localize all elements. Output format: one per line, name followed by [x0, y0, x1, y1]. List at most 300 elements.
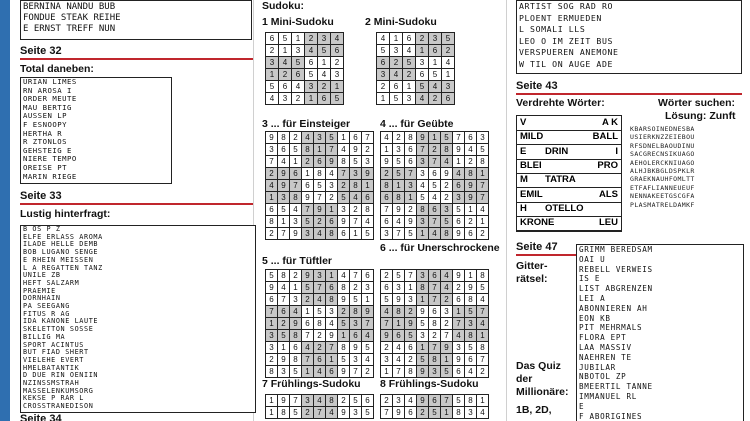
verdreht-row	[517, 145, 621, 160]
sudoku-cell: 2	[390, 57, 402, 68]
sudoku-cell: 8	[338, 342, 349, 353]
sudoku-cell: 6	[405, 342, 416, 353]
sudoku-cell: 6	[362, 270, 373, 281]
sudoku-cell: 1	[405, 192, 416, 203]
sudoku-title: 1 Mini-Sudoku	[262, 16, 334, 28]
sudoku-cell: 7	[429, 156, 440, 167]
sudoku-cell: 5	[405, 330, 416, 341]
sudoku-title: 7 Frühlings-Sudoku	[262, 378, 361, 390]
sudoku-cell: 8	[477, 342, 488, 353]
sudoku-cell: 7	[441, 330, 452, 341]
sudoku-cell: 7	[290, 395, 301, 406]
sudoku-cell: 8	[302, 144, 313, 155]
sudoku-cell: 6	[429, 168, 440, 179]
sudoku-grid-6	[380, 269, 489, 378]
sudoku-cell: 9	[453, 144, 464, 155]
sudoku-cell: 6	[326, 366, 337, 377]
sudoku-cell: 4	[362, 354, 373, 365]
crossword-line: PRAEMIE	[23, 286, 56, 295]
sudoku-cell: 5	[441, 366, 452, 377]
sudoku-cell: 4	[429, 81, 441, 92]
sudoku-cell: 4	[441, 282, 452, 293]
sudoku-cell: 9	[338, 366, 349, 377]
sudoku-cell: 2	[278, 318, 289, 329]
column-divider-2	[506, 0, 507, 421]
sudoku-cell: 9	[326, 330, 337, 341]
sudoku-cell: 5	[318, 45, 330, 56]
sudoku-cell: 7	[266, 306, 277, 317]
sudoku-cell: 2	[477, 366, 488, 377]
sudoku-cell: 1	[465, 270, 476, 281]
crossword-top-right	[516, 0, 742, 74]
sudoku-cell: 3	[453, 342, 464, 353]
sudoku-cell: 1	[290, 282, 301, 293]
verdreht-row	[517, 173, 621, 188]
sudoku-cell: 8	[278, 270, 289, 281]
sudoku-cell: 7	[314, 282, 325, 293]
sudoku-cell: 9	[453, 270, 464, 281]
section-rule	[516, 93, 742, 95]
sudoku-cell: 7	[362, 318, 373, 329]
sudoku-cell: 3	[350, 318, 361, 329]
sudoku-cell: 9	[278, 395, 289, 406]
crossword-line: KEKSE P RAR L	[23, 394, 84, 403]
sudoku-header: Sudoku:	[262, 0, 304, 12]
crossword-line: ILADE HELLE DEMB	[23, 240, 99, 249]
crossword-line: OREISE PT	[23, 162, 68, 172]
sudoku-cell: 2	[302, 407, 313, 418]
sudoku-cell: 3	[453, 192, 464, 203]
crossword-line: BMEERTIL TANNE	[579, 382, 653, 392]
crossword-line: BILLIG MA	[23, 332, 66, 341]
sudoku-cell: 9	[405, 216, 416, 227]
sudoku-cell: 8	[393, 306, 404, 317]
crossword-line: CROSSTRANEDISON	[23, 402, 94, 411]
sudoku-cell: 4	[390, 69, 402, 80]
sudoku-title: 5 ... für Tüftler	[262, 255, 333, 267]
crossword-line: FITUS R AG	[23, 309, 70, 318]
sudoku-cell: 8	[417, 204, 428, 215]
sudoku-cell: 7	[278, 228, 289, 239]
sudoku-cell: 7	[381, 407, 392, 418]
sudoku-cell: 2	[393, 132, 404, 143]
sudoku-cell: 5	[305, 69, 317, 80]
sudoku-cell: 1	[405, 282, 416, 293]
sudoku-title: 8 Frühlings-Sudoku	[380, 378, 479, 390]
sudoku-cell: 4	[477, 318, 488, 329]
crossword-line: PIT MEHRMALS	[579, 323, 643, 333]
puzzle-solutions-page	[10, 0, 750, 421]
crossword-line: NIERE TEMPO	[23, 154, 77, 164]
sudoku-cell: 2	[381, 168, 392, 179]
sudoku-cell: 7	[393, 366, 404, 377]
sudoku-cell: 1	[381, 366, 392, 377]
section-rule	[20, 58, 253, 60]
sudoku-cell: 7	[477, 180, 488, 191]
crossword-line: FLORA EPT	[579, 333, 627, 343]
sudoku-cell: 1	[302, 306, 313, 317]
sudoku-cell: 3	[429, 366, 440, 377]
sudoku-cell: 4	[441, 156, 452, 167]
sudoku-cell: 2	[381, 270, 392, 281]
sudoku-cell: 2	[362, 366, 373, 377]
sudoku-cell: 2	[465, 216, 476, 227]
sudoku-cell: 9	[393, 407, 404, 418]
crossword-line: IMMANUEL RL	[579, 391, 637, 401]
sudoku-cell: 3	[338, 204, 349, 215]
sudoku-cell: 5	[429, 407, 440, 418]
sudoku-cell: 6	[338, 228, 349, 239]
sudoku-cell: 8	[290, 354, 301, 365]
sudoku-cell: 3	[314, 270, 325, 281]
sudoku-grid-2	[376, 32, 455, 105]
sudoku-cell: 8	[429, 354, 440, 365]
sudoku-cell: 4	[403, 45, 415, 56]
sudoku-cell: 5	[279, 33, 291, 44]
crossword-line: URIAN LIMES	[23, 77, 77, 86]
sudoku-cell: 5	[429, 69, 441, 80]
sudoku-cell: 1	[381, 144, 392, 155]
sudoku-cell: 3	[417, 216, 428, 227]
sudoku-cell: 9	[453, 228, 464, 239]
sudoku-cell: 7	[290, 180, 301, 191]
sudoku-cell: 6	[429, 270, 440, 281]
sudoku-cell: 3	[266, 57, 278, 68]
sudoku-title: 3 ... für Einsteiger	[262, 118, 351, 130]
sudoku-cell: 8	[266, 366, 277, 377]
sudoku-cell: 2	[326, 192, 337, 203]
sudoku-cell: 5	[338, 192, 349, 203]
sudoku-cell: 8	[441, 144, 452, 155]
crossword-line: PA SEEGANG	[23, 302, 70, 311]
sudoku-cell: 1	[416, 45, 428, 56]
sudoku-cell: 4	[338, 270, 349, 281]
sudoku-cell: 2	[338, 395, 349, 406]
sudoku-cell: 2	[292, 93, 304, 104]
sudoku-cell: 8	[381, 180, 392, 191]
sudoku-cell: 5	[477, 282, 488, 293]
sudoku-cell: 7	[405, 168, 416, 179]
sudoku-cell: 3	[290, 294, 301, 305]
sudoku-cell: 5	[292, 57, 304, 68]
sudoku-cell: 5	[266, 81, 278, 92]
sudoku-cell: 3	[266, 342, 277, 353]
sudoku-cell: 8	[393, 192, 404, 203]
sudoku-cell: 2	[441, 294, 452, 305]
sudoku-cell: 5	[290, 144, 301, 155]
sudoku-cell: 2	[266, 45, 278, 56]
sudoku-cell: 8	[477, 156, 488, 167]
sudoku-cell: 6	[331, 45, 343, 56]
sudoku-cell: 9	[278, 180, 289, 191]
sudoku-cell: 2	[417, 407, 428, 418]
sudoku-grid-3	[265, 131, 374, 240]
sudoku-cell: 5	[417, 354, 428, 365]
sudoku-cell: 4	[318, 69, 330, 80]
sudoku-cell: 4	[465, 366, 476, 377]
sudoku-cell: 6	[429, 306, 440, 317]
sudoku-cell: 5	[362, 407, 373, 418]
crossword-line: L A REGATTEN TANZ	[23, 263, 103, 272]
section-title-43: Seite 43	[516, 80, 558, 92]
sudoku-cell: 6	[381, 216, 392, 227]
sudoku-cell: 4	[429, 228, 440, 239]
sudoku-cell: 2	[441, 318, 452, 329]
wordsearch-row: NENNAKEETGSCGFA	[630, 192, 695, 201]
sudoku-cell: 6	[266, 204, 277, 215]
sudoku-cell: 2	[405, 354, 416, 365]
sudoku-cell: 6	[405, 407, 416, 418]
sudoku-cell: 9	[417, 132, 428, 143]
sudoku-cell: 4	[405, 395, 416, 406]
sudoku-cell: 6	[314, 354, 325, 365]
sudoku-cell: 3	[279, 93, 291, 104]
crossword-line: E	[579, 401, 585, 411]
quiz-label: Das Quiz der Millionäre:	[516, 360, 569, 398]
sudoku-cell: 6	[442, 93, 454, 104]
section-rule	[516, 254, 576, 256]
crossword-line: MARIN RIEGE	[23, 171, 77, 181]
sudoku-cell: 1	[350, 228, 361, 239]
sudoku-cell: 2	[266, 354, 277, 365]
verdreht-left: MILD	[520, 131, 544, 143]
sudoku-cell: 7	[362, 132, 373, 143]
sudoku-cell: 9	[381, 330, 392, 341]
crossword-line: D DUE RIN OENIIN	[23, 371, 99, 380]
sudoku-cell: 9	[441, 168, 452, 179]
crossword-total-daneben	[20, 77, 172, 184]
sudoku-cell: 1	[266, 192, 277, 203]
sudoku-cell: 1	[453, 306, 464, 317]
sudoku-cell: 3	[331, 69, 343, 80]
sudoku-cell: 6	[381, 192, 392, 203]
sudoku-cell: 9	[393, 204, 404, 215]
sudoku-cell: 8	[465, 330, 476, 341]
sudoku-cell: 3	[302, 228, 313, 239]
section-rule	[20, 203, 253, 205]
sudoku-cell: 4	[477, 407, 488, 418]
sudoku-cell: 7	[326, 144, 337, 155]
sudoku-cell: 6	[350, 132, 361, 143]
sudoku-cell: 4	[393, 216, 404, 227]
sudoku-cell: 8	[338, 282, 349, 293]
sudoku-cell: 9	[266, 132, 277, 143]
wordsearch-grid	[630, 125, 695, 209]
sudoku-cell: 5	[403, 57, 415, 68]
sudoku-cell: 1	[266, 318, 277, 329]
sudoku-cell: 6	[465, 132, 476, 143]
sudoku-cell: 9	[326, 156, 337, 167]
sudoku-cell: 9	[338, 294, 349, 305]
crossword-line: ELFE ERLASS AROMA	[23, 232, 103, 241]
sudoku-cell: 4	[290, 306, 301, 317]
sudoku-cell: 2	[350, 204, 361, 215]
sudoku-cell: 6	[405, 156, 416, 167]
sudoku-cell: 5	[465, 342, 476, 353]
crossword-line: LIST ABGRENZEN	[579, 284, 653, 294]
solution-label: Lösung: Zunft	[665, 110, 736, 122]
sudoku-cell: 4	[326, 407, 337, 418]
sudoku-cell: 7	[350, 366, 361, 377]
sudoku-cell: 6	[314, 156, 325, 167]
crossword-line: BERNINA NANDU BUB	[23, 2, 116, 12]
sudoku-cell: 7	[350, 270, 361, 281]
sudoku-cell: 1	[441, 407, 452, 418]
sudoku-cell: 1	[278, 342, 289, 353]
verdreht-row	[517, 188, 621, 203]
sudoku-cell: 3	[377, 69, 389, 80]
sudoku-cell: 1	[318, 57, 330, 68]
crossword-line: BOB LUGANO SENGE	[23, 248, 99, 257]
sudoku-cell: 9	[405, 318, 416, 329]
sudoku-cell: 7	[453, 318, 464, 329]
verdreht-row	[517, 159, 621, 174]
sudoku-cell: 5	[393, 270, 404, 281]
sudoku-cell: 1	[278, 216, 289, 227]
sudoku-cell: 3	[318, 33, 330, 44]
sudoku-cell: 4	[326, 168, 337, 179]
sudoku-cell: 2	[350, 282, 361, 293]
sudoku-cell: 4	[362, 216, 373, 227]
sudoku-cell: 5	[362, 342, 373, 353]
crossword-line: B OS P Z	[23, 225, 61, 233]
sudoku-cell: 3	[350, 168, 361, 179]
sudoku-cell: 2	[279, 69, 291, 80]
sudoku-cell: 6	[326, 216, 337, 227]
sudoku-cell: 1	[302, 366, 313, 377]
sudoku-cell: 3	[393, 144, 404, 155]
sudoku-cell: 2	[331, 57, 343, 68]
sudoku-cell: 6	[302, 180, 313, 191]
sudoku-cell: 8	[441, 228, 452, 239]
sudoku-cell: 6	[318, 93, 330, 104]
sudoku-cell: 5	[390, 93, 402, 104]
sudoku-cell: 8	[326, 228, 337, 239]
sudoku-cell: 9	[393, 294, 404, 305]
sudoku-cell: 2	[318, 81, 330, 92]
verdreht-row	[517, 216, 621, 231]
verdreht-left: E	[520, 145, 527, 157]
crossword-lustig-hinterfragt	[20, 225, 256, 413]
sudoku-cell: 2	[442, 45, 454, 56]
sudoku-cell: 4	[305, 45, 317, 56]
sudoku-cell: 5	[393, 156, 404, 167]
section-title-47: Seite 47	[516, 241, 558, 253]
sudoku-cell: 6	[453, 294, 464, 305]
sudoku-cell: 6	[326, 282, 337, 293]
sudoku-cell: 1	[477, 330, 488, 341]
verdreht-middle: OTELLO	[545, 202, 584, 214]
sudoku-cell: 7	[266, 156, 277, 167]
sudoku-cell: 1	[326, 204, 337, 215]
sudoku-cell: 7	[381, 318, 392, 329]
crossword-line: PLOENT ERMUEDEN	[519, 12, 602, 23]
sudoku-cell: 4	[278, 282, 289, 293]
sudoku-cell: 9	[290, 228, 301, 239]
crossword-line: MAU BERTIG	[23, 102, 72, 112]
sudoku-cell: 6	[278, 306, 289, 317]
sudoku-cell: 2	[403, 69, 415, 80]
crossword-line: F ABORIGINES	[579, 411, 643, 421]
sudoku-cell: 7	[477, 192, 488, 203]
sudoku-cell: 3	[442, 81, 454, 92]
sudoku-cell: 3	[477, 132, 488, 143]
section-subtitle-33: Lustig hinterfragt:	[20, 208, 111, 220]
sudoku-cell: 3	[278, 366, 289, 377]
sudoku-cell: 5	[350, 395, 361, 406]
sudoku-cell: 8	[314, 318, 325, 329]
sudoku-cell: 3	[417, 270, 428, 281]
sudoku-cell: 1	[477, 216, 488, 227]
sudoku-cell: 8	[314, 168, 325, 179]
sudoku-cell: 1	[362, 180, 373, 191]
sudoku-cell: 9	[290, 318, 301, 329]
sudoku-cell: 2	[381, 342, 392, 353]
sudoku-cell: 2	[302, 294, 313, 305]
sudoku-cell: 1	[266, 395, 277, 406]
verdreht-left: KRONE	[520, 217, 555, 229]
sudoku-cell: 3	[350, 354, 361, 365]
sudoku-cell: 7	[477, 306, 488, 317]
crossword-line: F ESNOOPY	[23, 119, 68, 129]
verdreht-right: BALL	[592, 131, 618, 143]
sudoku-cell: 1	[417, 342, 428, 353]
sudoku-cell: 2	[441, 192, 452, 203]
sudoku-cell: 1	[314, 144, 325, 155]
section-subtitle-32: Total daneben:	[20, 63, 94, 75]
wordsearch-row: AEHOLERCKNIUAGO	[630, 158, 695, 167]
crossword-line: NAEHREN TE	[579, 352, 632, 362]
sudoku-cell: 6	[362, 395, 373, 406]
crossword-line: EON KB	[579, 313, 611, 323]
sudoku-cell: 3	[441, 204, 452, 215]
sudoku-cell: 1	[331, 81, 343, 92]
sudoku-cell: 6	[350, 330, 361, 341]
wordsearch-row: GRAEKNAUHFOMLTT	[630, 175, 695, 184]
sudoku-cell: 2	[429, 330, 440, 341]
sudoku-cell: 2	[453, 282, 464, 293]
sudoku-cell: 1	[417, 294, 428, 305]
verdreht-middle: TATRA	[545, 174, 576, 186]
sudoku-grid-7	[265, 394, 374, 419]
wordsearch-row: USIERKNZZEIEBOU	[630, 133, 695, 142]
sudoku-cell: 6	[292, 69, 304, 80]
sudoku-cell: 2	[302, 156, 313, 167]
crossword-line: E ERNST TREFF NUN	[23, 24, 116, 34]
sudoku-cell: 5	[417, 192, 428, 203]
sudoku-cell: 3	[429, 33, 441, 44]
sudoku-title: 6 ... für Unerschrockene	[380, 242, 500, 254]
sudoku-cell: 3	[326, 306, 337, 317]
crossword-line: LAA MASSIV	[579, 342, 632, 352]
crossword-line: HEFT SALZARM	[23, 278, 80, 287]
sudoku-cell: 7	[453, 132, 464, 143]
sudoku-cell: 3	[381, 354, 392, 365]
sudoku-cell: 4	[477, 294, 488, 305]
sudoku-cell: 2	[465, 156, 476, 167]
sudoku-cell: 8	[326, 395, 337, 406]
crossword-line: VERSPUEREN ANEMONE	[519, 47, 619, 57]
sudoku-cell: 5	[416, 81, 428, 92]
sudoku-cell: 3	[326, 180, 337, 191]
sudoku-cell: 1	[377, 93, 389, 104]
sudoku-cell: 9	[465, 192, 476, 203]
sudoku-title: 2 Mini-Sudoku	[365, 16, 437, 28]
sudoku-cell: 1	[441, 354, 452, 365]
sudoku-cell: 3	[417, 168, 428, 179]
sudoku-cell: 1	[338, 132, 349, 143]
sudoku-cell: 4	[331, 33, 343, 44]
